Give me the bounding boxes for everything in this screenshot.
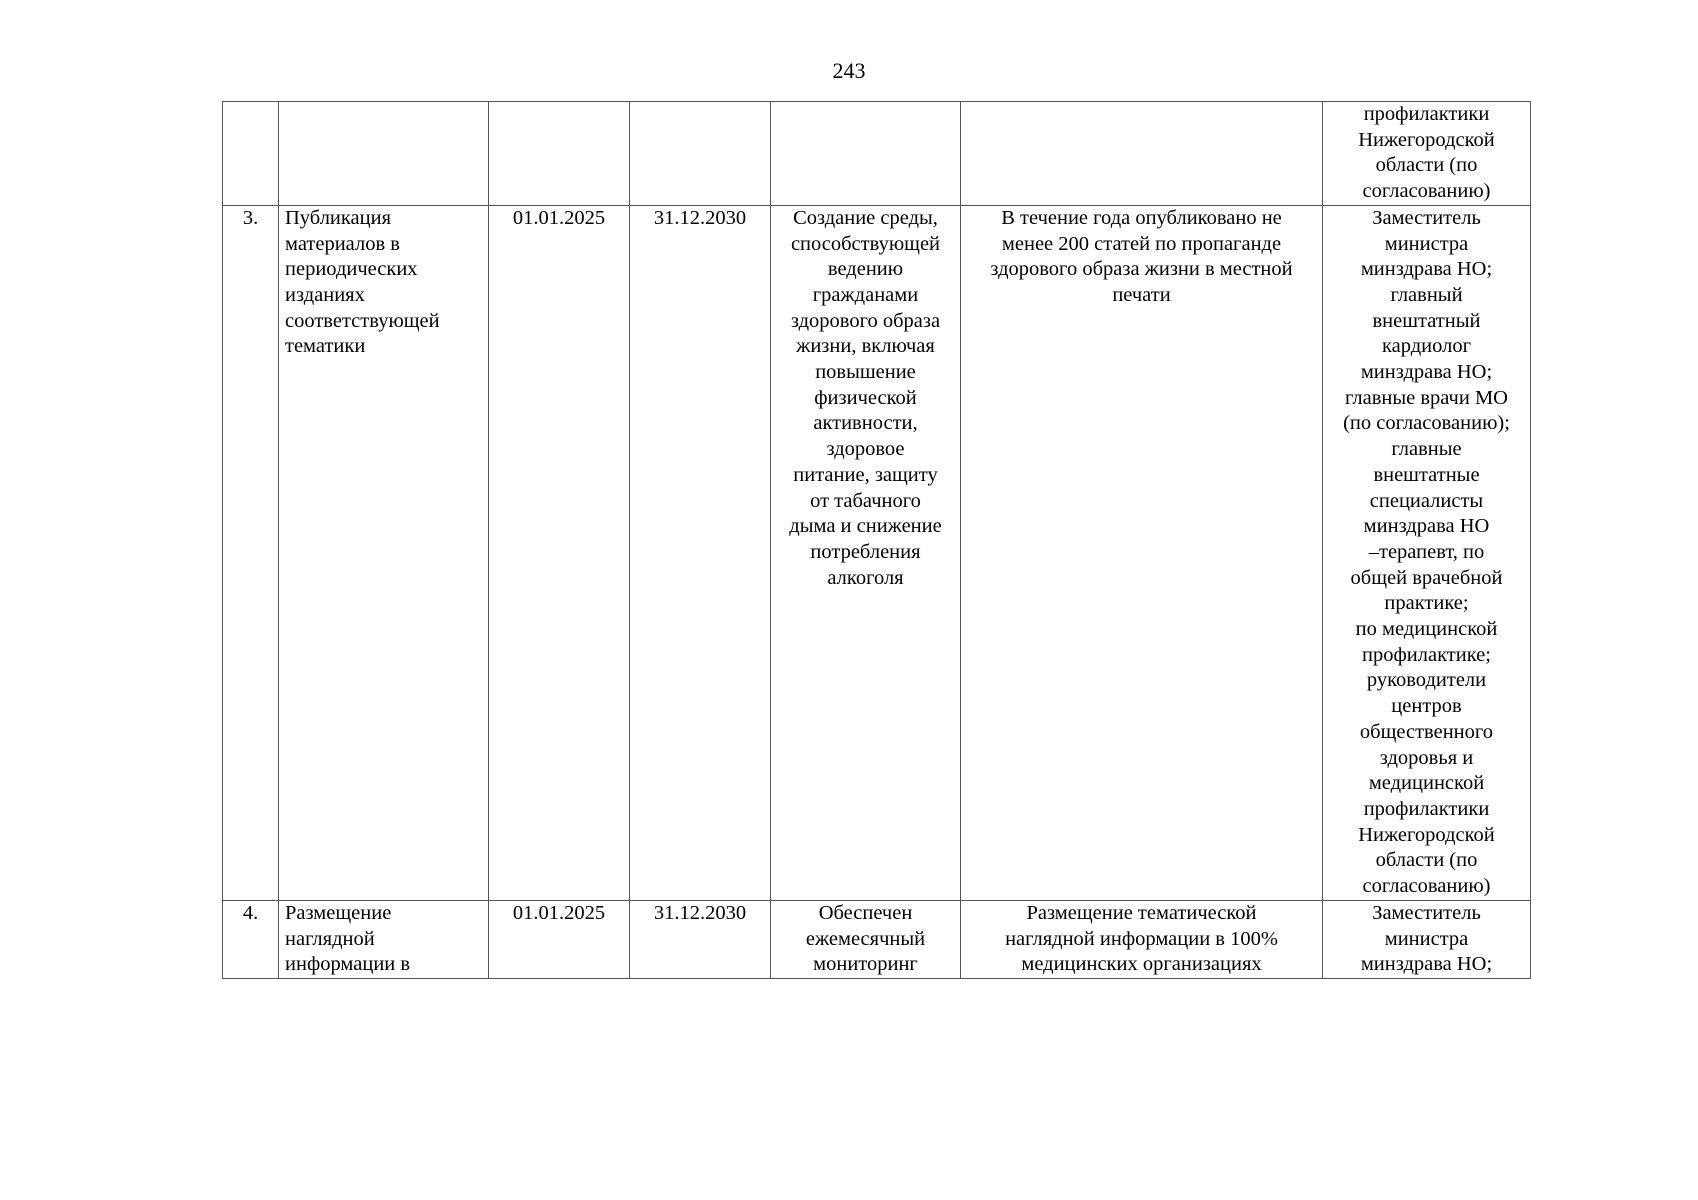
start-date-cell: 01.01.2025 <box>489 900 630 978</box>
expected-result-cell: Создание среды, способствующей ведению гражданами здорового образа жизни, включая повышение физической активности, здоровое питание, защиту от табачного дыма и снижение потребления алкоголя <box>771 205 961 900</box>
end-date-cell <box>630 102 771 206</box>
responsible-cell: профилактики Нижегородской области (по согласованию) <box>1323 102 1531 206</box>
end-date-cell: 31.12.2030 <box>630 900 771 978</box>
indicator-cell <box>961 102 1323 206</box>
row-number-cell <box>223 102 279 206</box>
row-number-cell: 4. <box>223 900 279 978</box>
expected-result-cell <box>771 102 961 206</box>
measure-title-cell: Размещение наглядной информации в <box>279 900 489 978</box>
measures-table <box>222 101 1531 979</box>
start-date-cell: 01.01.2025 <box>489 205 630 900</box>
row-number-cell: 3. <box>223 205 279 900</box>
measure-title-cell <box>279 102 489 206</box>
responsible-cell: Заместитель министра минздрава НО; <box>1323 900 1531 978</box>
table-row <box>223 900 1531 978</box>
indicator-cell: В течение года опубликовано не менее 200 статей по пропаганде здорового образа жизни в местной печати <box>961 205 1323 900</box>
responsible-cell: Заместитель министра минздрава НО; главный внештатный кардиолог минздрава НО; главные врачи МО (по согласованию); главные внештатные специалисты минздрава НО –терапевт, по общей врачебной практике; по медицинской профилактике; руководители центров общественного здоровья и медицинской профилактики Нижегородской области (по согласованию) <box>1323 205 1531 900</box>
expected-result-cell: Обеспечен ежемесячный мониторинг <box>771 900 961 978</box>
table-row <box>223 205 1531 900</box>
end-date-cell: 31.12.2030 <box>630 205 771 900</box>
page-number: 243 <box>832 58 866 83</box>
measure-title-cell: Публикация материалов в периодических изданиях соответствующей тематики <box>279 205 489 900</box>
indicator-cell: Размещение тематической наглядной информации в 100% медицинских организациях <box>961 900 1323 978</box>
start-date-cell <box>489 102 630 206</box>
table-row <box>223 102 1531 206</box>
